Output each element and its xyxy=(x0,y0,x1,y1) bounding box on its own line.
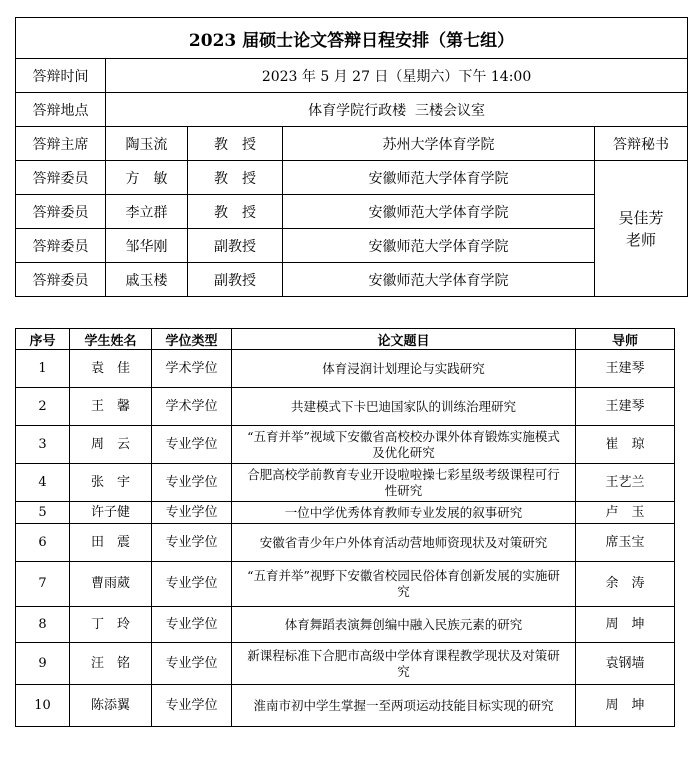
row-topic: 体育浸润计划理论与实践研究 xyxy=(232,350,576,388)
row-advisor: 席玉宝 xyxy=(576,524,675,562)
table-row xyxy=(16,562,675,607)
committee-row xyxy=(16,127,688,161)
committee-name: 邹华刚 xyxy=(106,229,188,263)
committee-rank: 副教授 xyxy=(188,229,283,263)
committee-rank: 教 授 xyxy=(188,127,283,161)
row-name: 张 宇 xyxy=(70,464,152,502)
place-label: 答辩地点 xyxy=(16,93,106,127)
row-topic: 淮南市初中学生掌握一至两项运动技能目标实现的研究 xyxy=(232,685,576,727)
students-header-row xyxy=(16,329,675,350)
committee-role: 答辩主席 xyxy=(16,127,106,161)
row-advisor: 王建琴 xyxy=(576,350,675,388)
committee-role: 答辩委员 xyxy=(16,229,106,263)
row-advisor: 余 涛 xyxy=(576,562,675,607)
table-row xyxy=(16,607,675,643)
schedule-table xyxy=(15,17,688,297)
row-no: 9 xyxy=(16,643,70,685)
row-advisor: 周 坤 xyxy=(576,685,675,727)
row-no: 4 xyxy=(16,464,70,502)
row-no: 3 xyxy=(16,426,70,464)
row-type: 学术学位 xyxy=(152,388,232,426)
header-no: 序号 xyxy=(16,329,70,350)
row-name: 田 震 xyxy=(70,524,152,562)
row-no: 6 xyxy=(16,524,70,562)
students-table xyxy=(15,328,675,727)
row-topic: 合肥高校学前教育专业开设啦啦操七彩星级考级课程可行性研究 xyxy=(232,464,576,502)
row-type: 专业学位 xyxy=(152,607,232,643)
row-type: 专业学位 xyxy=(152,524,232,562)
row-type: 专业学位 xyxy=(152,643,232,685)
row-topic: “五育并举”视野下安徽省校园民俗体育创新发展的实施研究 xyxy=(232,562,576,607)
table-row xyxy=(16,388,675,426)
row-type: 专业学位 xyxy=(152,426,232,464)
committee-role: 答辩委员 xyxy=(16,161,106,195)
row-topic: 体育舞蹈表演舞创编中融入民族元素的研究 xyxy=(232,607,576,643)
table-row xyxy=(16,524,675,562)
committee-row xyxy=(16,263,688,297)
row-name: 丁 玲 xyxy=(70,607,152,643)
committee-unit: 安徽师范大学体育学院 xyxy=(283,229,595,263)
row-type: 专业学位 xyxy=(152,685,232,727)
row-advisor: 周 坤 xyxy=(576,607,675,643)
row-topic: 新课程标准下合肥市高级中学体育课程教学现状及对策研究 xyxy=(232,643,576,685)
row-no: 8 xyxy=(16,607,70,643)
row-name: 陈添翼 xyxy=(70,685,152,727)
table-row xyxy=(16,502,675,524)
secretary-name: 吴佳芳 xyxy=(618,208,664,227)
table-row xyxy=(16,643,675,685)
row-name: 袁 佳 xyxy=(70,350,152,388)
row-type: 学术学位 xyxy=(152,350,232,388)
secretary-label: 答辩秘书 xyxy=(595,127,688,161)
table-row xyxy=(16,464,675,502)
row-name: 周 云 xyxy=(70,426,152,464)
row-no: 1 xyxy=(16,350,70,388)
row-no: 5 xyxy=(16,502,70,524)
table-row xyxy=(16,685,675,727)
row-name: 许子健 xyxy=(70,502,152,524)
row-advisor: 崔 琼 xyxy=(576,426,675,464)
header-advisor: 导师 xyxy=(576,329,675,350)
row-advisor: 袁钢墙 xyxy=(576,643,675,685)
committee-role: 答辩委员 xyxy=(16,195,106,229)
committee-name: 方 敏 xyxy=(106,161,188,195)
header-name: 学生姓名 xyxy=(70,329,152,350)
table-row xyxy=(16,350,675,388)
row-name: 王 馨 xyxy=(70,388,152,426)
committee-name: 李立群 xyxy=(106,195,188,229)
secretary-title: 老师 xyxy=(626,230,657,249)
row-type: 专业学位 xyxy=(152,502,232,524)
committee-unit: 安徽师范大学体育学院 xyxy=(283,195,595,229)
committee-unit: 安徽师范大学体育学院 xyxy=(283,263,595,297)
committee-rank: 副教授 xyxy=(188,263,283,297)
header-topic: 论文题目 xyxy=(232,329,576,350)
committee-rank: 教 授 xyxy=(188,195,283,229)
committee-name: 陶玉流 xyxy=(106,127,188,161)
row-topic: 一位中学优秀体育教师专业发展的叙事研究 xyxy=(232,502,576,524)
row-advisor: 王艺兰 xyxy=(576,464,675,502)
row-type: 专业学位 xyxy=(152,562,232,607)
place-value: 体育学院行政楼 三楼会议室 xyxy=(106,93,688,127)
row-topic: 安徽省青少年户外体育活动营地师资现状及对策研究 xyxy=(232,524,576,562)
row-advisor: 卢 玉 xyxy=(576,502,675,524)
committee-row xyxy=(16,161,688,195)
table-row xyxy=(16,426,675,464)
time-label: 答辩时间 xyxy=(16,59,106,93)
row-no: 10 xyxy=(16,685,70,727)
committee-unit: 苏州大学体育学院 xyxy=(283,127,595,161)
row-no: 2 xyxy=(16,388,70,426)
committee-row xyxy=(16,229,688,263)
schedule-title: 2023 届硕士论文答辩日程安排（第七组） xyxy=(16,18,688,59)
header-type: 学位类型 xyxy=(152,329,232,350)
row-topic: 共建模式下卡巴迪国家队的训练治理研究 xyxy=(232,388,576,426)
committee-unit: 安徽师范大学体育学院 xyxy=(283,161,595,195)
row-type: 专业学位 xyxy=(152,464,232,502)
committee-row xyxy=(16,195,688,229)
row-advisor: 王建琴 xyxy=(576,388,675,426)
row-name: 曹雨葳 xyxy=(70,562,152,607)
row-topic: “五育并举”视域下安徽省高校校办课外体育锻炼实施模式及优化研究 xyxy=(232,426,576,464)
row-name: 汪 铭 xyxy=(70,643,152,685)
committee-role: 答辩委员 xyxy=(16,263,106,297)
secretary-cell xyxy=(595,161,688,297)
row-no: 7 xyxy=(16,562,70,607)
committee-rank: 教 授 xyxy=(188,161,283,195)
committee-name: 戚玉楼 xyxy=(106,263,188,297)
time-value: 2023 年 5 月 27 日（星期六）下午 14:00 xyxy=(106,59,688,93)
